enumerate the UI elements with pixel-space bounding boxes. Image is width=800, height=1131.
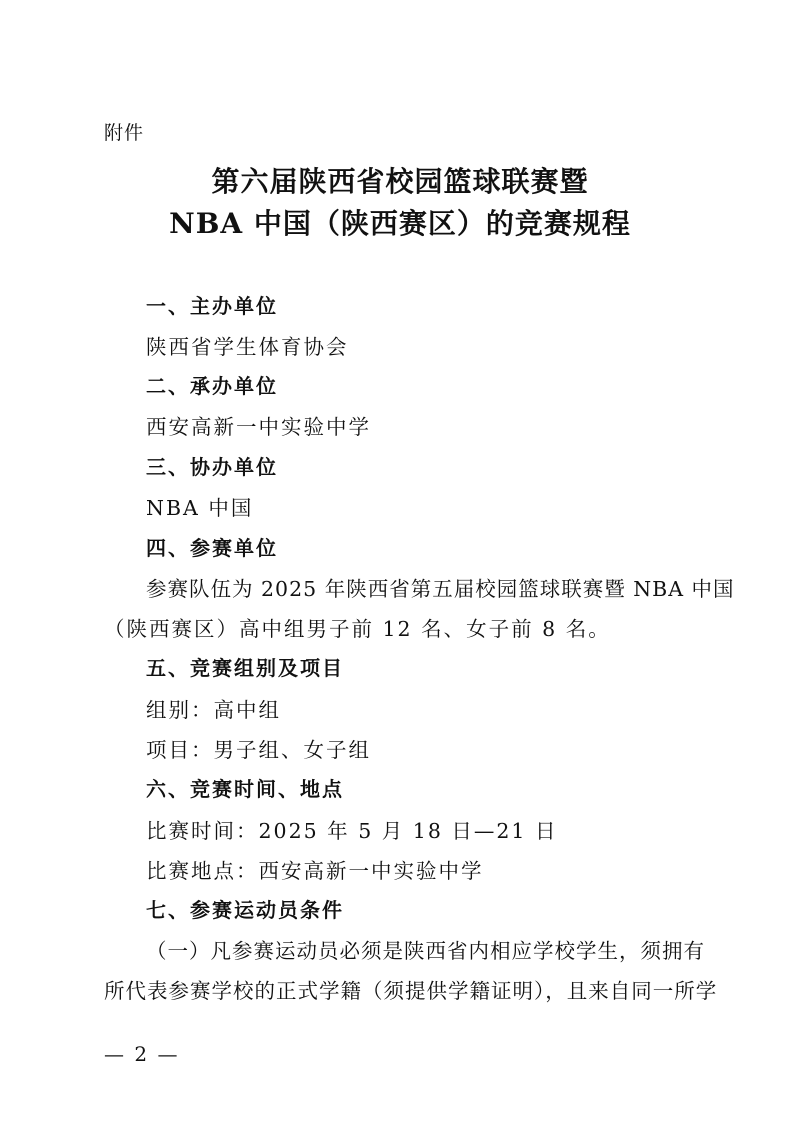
section-5-body-line-2: 项目：男子组、女子组: [146, 738, 371, 762]
section-4-body-line-1: 参赛队伍为 2025 年陕西省第五届校园篮球联赛暨 NBA 中国: [146, 577, 735, 601]
section-1-body: 陕西省学生体育协会: [146, 335, 349, 359]
document-title-line-1: 第六届陕西省校园篮球联赛暨: [211, 165, 589, 198]
section-4-heading: 四、参赛单位: [146, 536, 278, 560]
attachment-label: 附件: [104, 122, 145, 144]
section-7-heading: 七、参赛运动员条件: [146, 898, 344, 922]
section-1-heading: 一、主办单位: [146, 294, 278, 318]
section-3-heading: 三、协办单位: [146, 455, 278, 479]
section-2-body: 西安高新一中实验中学: [146, 415, 371, 439]
document-title-line-2: NBA 中国（陕西赛区）的竞赛规程: [169, 207, 631, 240]
section-7-body-line-1: （一）凡参赛运动员必须是陕西省内相应学校学生，须拥有: [146, 939, 705, 963]
section-2-heading: 二、承办单位: [146, 374, 278, 398]
section-5-body-line-1: 组别：高中组: [146, 698, 281, 722]
section-7-body-line-2: 所代表参赛学校的正式学籍（须提供学籍证明），且来自同一所学: [104, 979, 718, 1003]
section-6-heading: 六、竞赛时间、地点: [146, 777, 344, 801]
section-5-heading: 五、竞赛组别及项目: [146, 656, 344, 680]
page-number: — 2 —: [104, 1042, 180, 1066]
section-3-body: NBA 中国: [146, 496, 254, 520]
section-6-body-line-1: 比赛时间：2025 年 5 月 18 日—21 日: [146, 819, 558, 843]
section-4-body-line-2: （陕西赛区）高中组男子前 12 名、女子前 8 名。: [104, 617, 611, 641]
section-6-body-line-2: 比赛地点：西安高新一中实验中学: [146, 859, 484, 883]
